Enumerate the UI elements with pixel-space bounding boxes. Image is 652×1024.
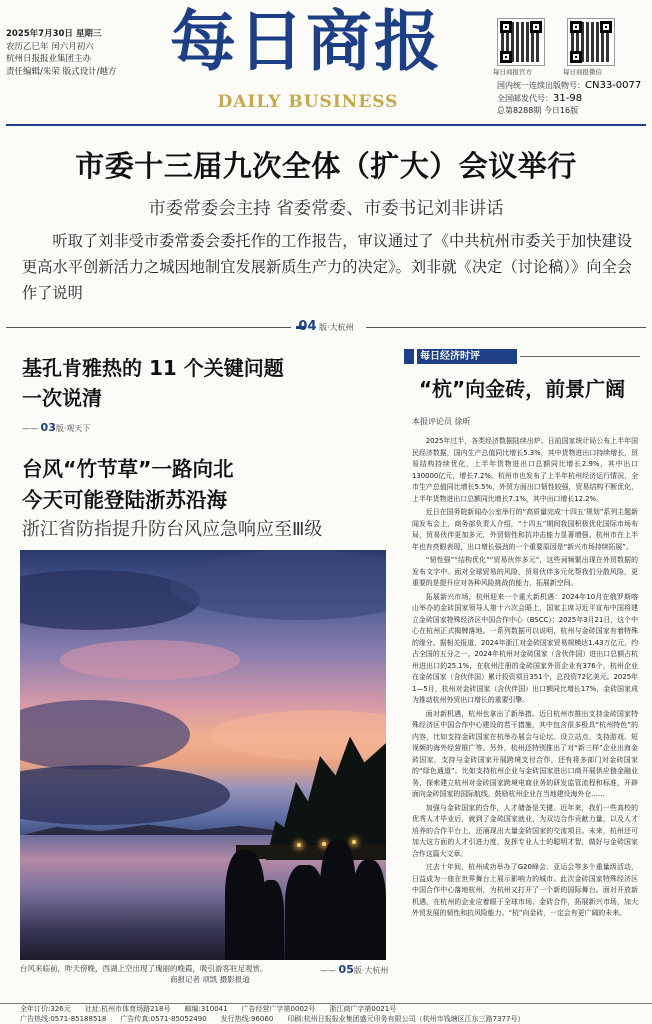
column-body	[412, 436, 638, 922]
footer-item: 广告传真:0571-85052490	[120, 1014, 207, 1023]
ref-section: 版·观天下	[55, 424, 91, 433]
ref-page-number: 03	[40, 421, 56, 434]
west-lake-sunset-photo[interactable]	[20, 550, 386, 960]
qr-label-wechat: 每日商报微信	[563, 68, 602, 76]
column-paragraph: 过去十年间，杭州成功举办了G20峰会、亚运会等多个重量级活动，日益成为一座在世界舞台上展示影响力的城市。此次金砖国家特殊经济区中国合作中心落地杭州，为杭州又打开了一个新的国际舞台。面对开放新机遇，在杭州的企业应着眼于全球市场、金砖合作，拓展新兴市场，加大外贸发展的韧性和抗风险能力。“杭”向金砖，一定会有更广阔的未来。	[412, 863, 638, 917]
publication-info	[497, 80, 649, 118]
qr-code-icon[interactable]	[567, 18, 615, 66]
footer-item: 印刷:杭州日报报业集团盛元印务有限公司（杭州市钱塘区江东三路7377号）	[287, 1014, 525, 1023]
masthead-info	[6, 28, 156, 78]
column-paragraph: 近日在国务院新闻办公室举行的“高质量完成‘十四五’规划”系列主题新闻发布会上，商务部负责人介绍，“十四五”期间我国积极优化国际市场布局，贸易伙伴更加多元，外贸韧性和抗冲击能力显著增强。杭州市在上半年也有亮眼表现，出口增长强劲的一个重要原因是“新兴市场持续拓展”。	[412, 508, 638, 551]
footer-item: 浙江商广字第0021号	[329, 1005, 397, 1013]
footer-item: 发行热线:96060	[220, 1014, 274, 1023]
story-title[interactable]: 一次说清	[22, 386, 102, 410]
lead-subhead: 市委常委会主持 省委常委、市委书记刘非讲话	[148, 199, 504, 219]
postal-code-label: 全国邮发代号：	[497, 93, 553, 103]
footer-item: 广告经营广字第0002号	[241, 1005, 316, 1013]
postal-code: 31-98	[553, 92, 583, 104]
issue-date: 2025年7月30日 星期三	[6, 29, 102, 39]
footer-item: 广告热线:0571-85188518	[20, 1014, 107, 1023]
footer-item: 社址:杭州市体育场路218号	[84, 1005, 171, 1013]
cn-number: CN33-0077	[585, 80, 642, 91]
editors: 责任编辑/朱荣 版式设计/越方	[6, 66, 117, 77]
masthead-divider	[6, 124, 646, 126]
column-paragraph: 面对新机遇，杭州也拿出了新举措。近日杭州市推出支持金砖国家特殊经济区中国合作中心建设的若干措施，其中包含很多极具“杭州特色”的内容，比如支持金砖国家在杭举办展会与论坛、设立站点，支持游戏、短视频的海外经营推广等。另外，杭州还特别推出了对“新三样”企业出海金砖国家，支持与金砖国家开展跨境支付合作，还有将多部门对金砖国家的“绿色通道”。比如支持杭州企业与金砖国家进出口商开展供应链金融业务，探索建立杭州对金砖国家跨境电商业务的研发监管流程和标准，开辟面向金砖国家的国际航线，鼓励杭州企业在当地建设海外仓……	[412, 709, 638, 798]
qr-code-icon[interactable]	[497, 18, 545, 66]
footer-item: 全年订价:326元	[20, 1005, 71, 1013]
lead-headline[interactable]: 市委十三届九次全体（扩大）会议举行	[75, 149, 577, 183]
footer	[0, 1003, 652, 1024]
lead-page-reference[interactable]	[6, 318, 646, 336]
column-paragraph: 拓展新兴市场，杭州迎来一个重大新机遇：2024年10月在俄罗斯喀山举办的金砖国家领导人第十六次会晤上，国家主席习近平宣布中国将建立金砖国家特殊经济区中国合作中心（BSCC）；2025年3月21日，这个中心在杭州正式揭牌落地。一系列数据可以说明，杭州与金砖国家有着特殊的缘分。据相关报道，2024年浙江对金砖国家贸易规模达1.43万亿元，约占全国的五分之一。2024年杭州对金砖国家（含伙伴国）进出口总额占杭州进出口的25.1%，在杭州注册的金砖国家外资企业有376个，杭州企业在金砖国家（含伙伴国）累计投资项目351个，总投资72亿美元。2025年1—5月，杭州对金砖国家（含伙伴国）出口额同比增长17%，金砖国家成为推动杭州外贸出口增长的重要引擎。	[412, 592, 638, 704]
photo-page-reference[interactable]: —— 05版·大杭州	[320, 963, 389, 976]
ref-section: 版·大杭州	[319, 323, 354, 332]
newspaper-english-title: DAILY BUSINESS	[217, 92, 399, 112]
lead-summary: 听取了刘非受市委常委会委托作的工作报告，审议通过了《中共杭州市委关于加快建设更高水平创新活力之城因地制宜发展新质生产力的决定》。刘非就《决定（讨论稿）》向全会作了说明	[22, 232, 632, 302]
ref-page-number: 04	[298, 319, 317, 334]
typhoon-title[interactable]: 台风“竹节草”一路向北	[22, 457, 234, 481]
qr-label-official: 每日商报官方	[493, 68, 532, 76]
footer-item: 邮编:310041	[184, 1005, 228, 1013]
column-label: 每日经济时评	[417, 349, 517, 364]
ref-section: 版·大杭州	[353, 966, 389, 975]
lunar-date: 农历乙巳年 闰六月初六	[6, 41, 94, 52]
column-header	[404, 349, 640, 364]
photo-credit: 商报记者 项凯 摄影报道	[170, 975, 250, 984]
ref-page-number: 05	[338, 963, 354, 976]
column-paragraph: 加强与金砖国家的合作，人才储备是关键。近年来，我们一些高校的优秀人才毕业后，就到了金砖国家就业，为双边合作贡献力量，以及人才培养的合作平台上，还涌现出大量金砖国家的交流项目。未来，杭州还可加大这方面的人才引进力度，发挥专业人士的聪明才智，做好与金砖国家合作这篇大文章。	[412, 803, 638, 858]
story-title[interactable]: 基孔肯雅热的 11 个关键问题	[22, 356, 284, 380]
newspaper-title: 每日商报	[170, 2, 442, 80]
cn-number-label: 国内统一连续出版物号：	[497, 81, 585, 90]
column-byline: 本报评论员 徐昕	[412, 417, 471, 426]
typhoon-title[interactable]: 今天可能登陆浙苏沿海	[22, 488, 227, 512]
issue-number: 总第8288期 今日16版	[497, 106, 579, 115]
story-page-reference[interactable]: —— 03版·观天下	[22, 421, 91, 434]
column-title[interactable]: “杭”向金砖，前景广阔	[418, 377, 626, 401]
column-paragraph: “韧性强”“结构优化”“贸易伙伴多元”，这些词频繁出现在外贸数据的发布文字中。面对全球贸易的风险，贸易伙伴多元化帮我们分散风险，更重要的是提升应对各种风险挑战的能力，拓展新空间。	[412, 556, 638, 587]
column-paragraph: 2025年过半，各类经济数据陆续出炉。日前国家统计局公布上半年国民经济数据，国内生产总值同比增长5.3%，其中货物进出口持续增长，贸易结构持续优化，上半年货物进出口总额同比增长2.9%，其中出口130000亿元，增长7.2%。杭州市也发布了上半年杭州经济运行情况，全市生产总值同比增长5.5%，外贸方面出口韧性较强，贸易结构不断优化，上半年货物进出口总额同比增长7.1%，其中出口增长12.2%。	[412, 437, 638, 503]
photo-caption	[20, 963, 320, 985]
caption-text: 台风来临前，昨天傍晚，西湖上空出现了瑰丽的晚霞，吸引游客驻足观赏。	[20, 964, 268, 973]
sponsor: 杭州日报报业集团主办	[6, 54, 92, 64]
typhoon-subtitle: 浙江省防指提升防台风应急响应至Ⅲ级	[22, 519, 323, 540]
